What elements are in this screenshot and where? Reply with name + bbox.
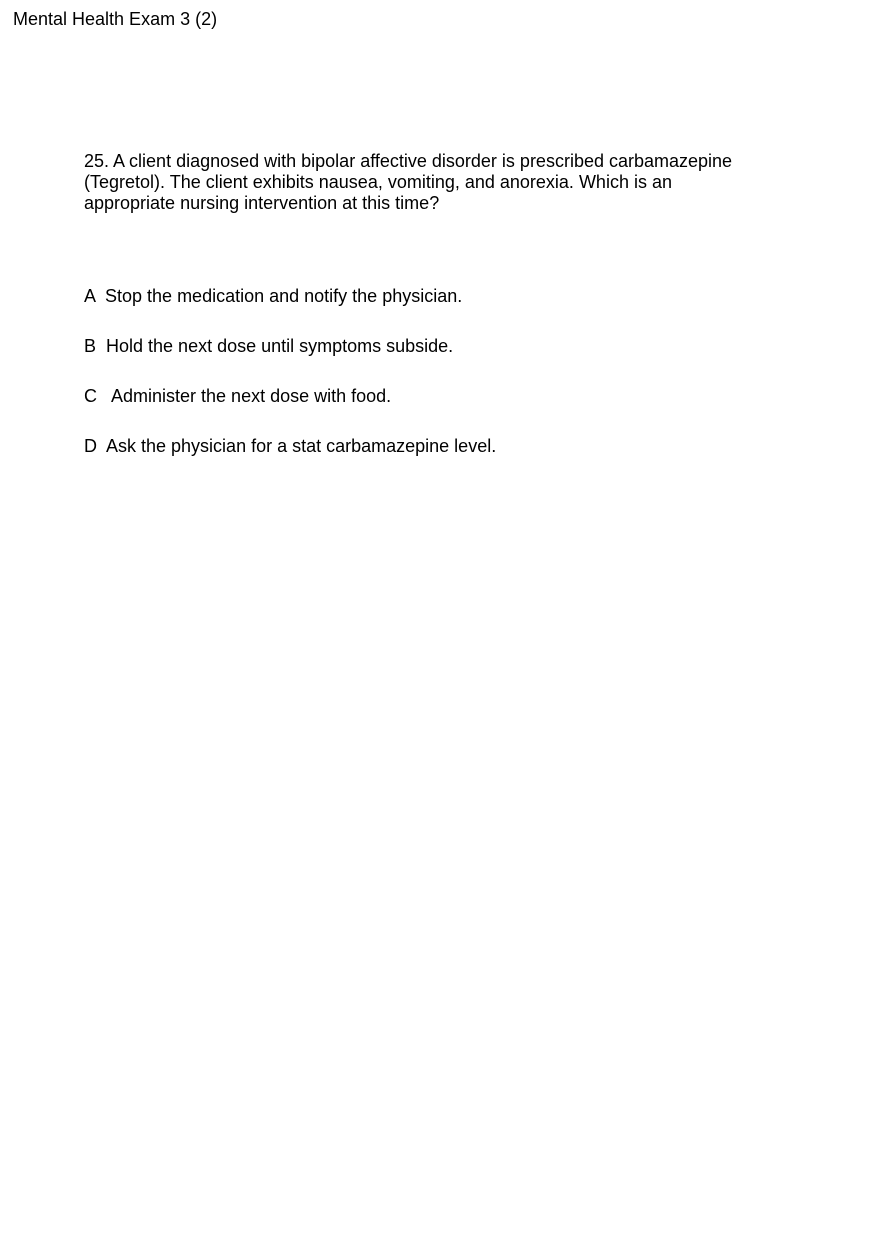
question-text: 25. A client diagnosed with bipolar affective disorder is prescribed carbamazepine (Tegretol). The client exhibits nausea, vomiting, and anorexia. Which is an appropriate nursing intervention at this time? bbox=[84, 151, 733, 213]
answer-option-a[interactable]: A Stop the medication and notify the physician. bbox=[84, 286, 463, 306]
answer-option-b[interactable]: B Hold the next dose until symptoms subside. bbox=[84, 336, 454, 356]
question-block bbox=[84, 151, 764, 214]
answer-option-d[interactable]: D Ask the physician for a stat carbamazepine level. bbox=[84, 436, 497, 456]
answer-option-c[interactable]: C Administer the next dose with food. bbox=[84, 386, 392, 406]
document-header-title: Mental Health Exam 3 (2) bbox=[13, 9, 218, 29]
answer-options-list bbox=[84, 285, 764, 485]
